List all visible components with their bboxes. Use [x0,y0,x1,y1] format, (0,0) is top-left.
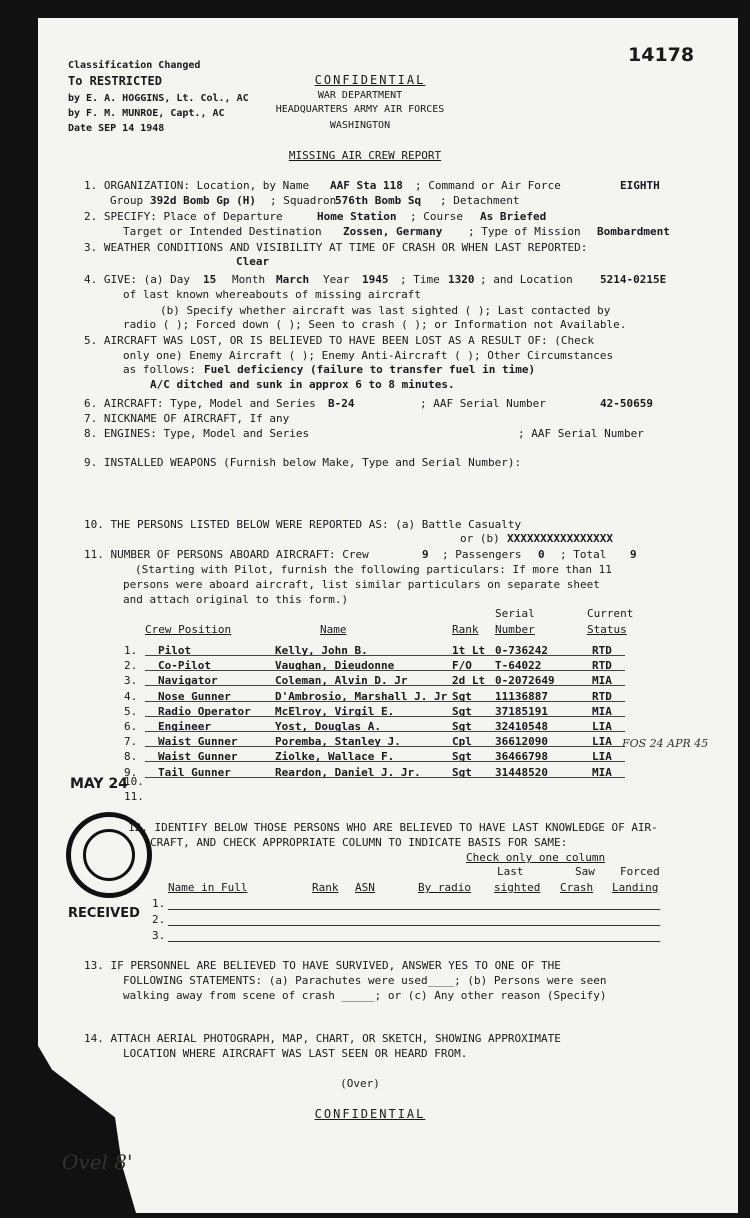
item1-squadron: 576th Bomb Sq [335,194,422,207]
crew-row-underline [145,701,625,702]
item11-line2: (Starting with Pilot, furnish the following particulars: If more than 11 [135,563,612,576]
crew-rank: 2d Lt [452,674,486,688]
item4-month-label: Month [232,273,266,286]
item4-time: 1320 [448,273,475,286]
crew-row-10-number: 10. [124,775,144,788]
item11-passengers: 0 [538,548,545,561]
crew-serial: 32410548 [495,720,548,733]
crew-name: Reardon, Daniel J. Jr. [275,765,421,779]
item4-year-label: Year [323,273,350,286]
crew-status: LIA [592,750,612,764]
item4-time-label: ; Time [400,273,440,286]
item1-detachment-label: ; Detachment [440,194,520,207]
headquarters-line: HEADQUARTERS ARMY AIR FORCES [275,104,445,115]
crew-row-underline [145,731,625,732]
item14-line1: 14. ATTACH AERIAL PHOTOGRAPH, MAP, CHART, OR SKETCH, SHOWING APPROXIMATE [84,1032,561,1045]
crew-row-number: 3. [124,674,138,688]
crew-serial: 36466798 [495,750,548,764]
item4-month: March [276,273,310,286]
item11-line3: persons were aboard aircraft, list similar particulars on separate sheet [123,578,600,591]
item3-label: 3. WEATHER CONDITIONS AND VISIBILITY AT TIME OF CRASH OR WHEN LAST REPORTED: [84,241,588,254]
crew-row-underline [145,716,625,717]
crew-rank: 1t Lt [452,644,486,657]
crew-rank: Sgt [452,689,472,703]
crew-status: MIA [592,674,612,688]
crew-rank: Sgt [452,720,472,733]
crew-row-number: 9. [124,765,138,779]
crew-serial: 36612090 [495,735,548,749]
item5-line1: 5. AIRCRAFT WAS LOST, OR IS BELIEVED TO HAVE BEEN LOST AS A RESULT OF: (Check [84,334,594,347]
item4-location-label: ; and Location [480,273,573,286]
item6-serial-label: ; AAF Serial Number [420,397,546,410]
item13-line2: FOLLOWING STATEMENTS: (a) Parachutes were used____; (b) Persons were seen [123,974,607,987]
crew-name: Kelly, John B. [275,644,368,657]
crew-name: Yost, Douglas A. [275,720,381,733]
item12-line1: 12. IDENTIFY BELOW THOSE PERSONS WHO ARE BELIEVED TO HAVE LAST KNOWLEDGE OF AIR- [128,821,658,834]
item4-line2: of last known whereabouts of missing aircraft [123,288,422,301]
item11-label: 11. NUMBER OF PERSONS ABOARD AIRCRAFT: Crew [84,548,369,561]
item6-label: 6. AIRCRAFT: Type, Model and Series [84,397,316,410]
crew-serial: 31448520 [495,765,548,779]
item12-line2: CRAFT, AND CHECK APPROPRIATE COLUMN TO INDICATE BASIS FOR SAME: [150,836,568,849]
crew-status: MIA [592,765,612,779]
crew-row-underline [145,761,625,762]
item7-label: 7. NICKNAME OF AIRCRAFT, If any [84,412,290,425]
item12-last-1: Last [497,865,524,878]
crew-status: LIA [592,735,612,749]
crew-row-underline [145,746,625,747]
crew-rank: Sgt [452,765,472,779]
item4-year: 1945 [362,273,389,286]
item11-total: 9 [630,548,637,561]
crew-row-number: 6. [124,720,138,733]
header-status-1: Current [587,607,634,620]
item12-asn-header: ASN [355,881,375,894]
header-status-2: Status [587,623,627,636]
item9-label: 9. INSTALLED WEAPONS (Furnish below Make, Type and Serial Number): [84,456,522,469]
item4-location: 5214-0215E [600,273,667,286]
crew-rank: Cpl [452,735,472,749]
item12-line-1 [168,909,660,910]
item12-row-1: 1. [152,897,166,910]
crew-name: Ziolke, Wallace F. [275,750,395,764]
crew-status: RTD [592,659,612,673]
item2-target: Zossen, Germany [343,225,443,238]
crew-serial: 0-2072649 [495,674,555,688]
crew-row-underline [145,655,625,656]
crew-position: Pilot [158,644,192,657]
item6-serial: 42-50659 [600,397,653,410]
item6-type: B-24 [328,397,355,410]
item2-course-label: ; Course [410,210,463,223]
confidential-header: CONFIDENTIAL [314,73,426,87]
item1-label: 1. ORGANIZATION: Location, by Name [84,179,310,192]
item12-radio-header: By radio [418,881,471,894]
item10-label: 10. THE PERSONS LISTED BELOW WERE REPORTED AS: (a) Battle Casualty [84,518,522,531]
city-line: WASHINGTON [329,120,391,131]
item8-label: 8. ENGINES: Type, Model and Series [84,427,310,440]
item10-or: or (b) [460,532,500,545]
item2-label: 2. SPECIFY: Place of Departure [84,210,283,223]
item11-crew: 9 [422,548,429,561]
crew-position: Engineer [158,720,211,733]
confidential-footer: CONFIDENTIAL [314,1107,426,1121]
crew-row-underline [145,777,625,778]
crew-serial: 0-736242 [495,644,548,657]
crew-position: Tail Gunner [158,765,231,779]
item11-line4: and attach original to this form.) [123,593,349,606]
item2-departure: Home Station [317,210,397,223]
item12-row-3: 3. [152,929,166,942]
classification-line-4: by F. M. MUNROE, Capt., AC [68,108,225,119]
item4-day: 15 [203,273,217,286]
header-serial-2: Number [495,623,535,636]
classification-line-3: by E. A. HOGGINS, Lt. Col., AC [68,93,249,104]
crew-position: Waist Gunner [158,735,238,749]
item13-line3: walking away from scene of crash _____; or (c) Any other reason (Specify) [123,989,607,1002]
item10-struck: XXXXXXXXXXXXXXXX [507,532,613,545]
crew-name: Poremba, Stanley J. [275,735,401,749]
crew-position: Co-Pilot [158,659,211,673]
item4-line4: radio ( ); Forced down ( ); Seen to crash ( ); or Information not Available. [123,318,627,331]
item2-mission-label: ; Type of Mission [468,225,581,238]
crew-rank: Sgt [452,704,472,718]
crew-row-underline [145,685,625,686]
war-department: WAR DEPARTMENT [317,90,403,101]
item12-crash-header: Crash [560,881,594,894]
crew-position: Waist Gunner [158,750,238,764]
crew-row-11-number: 11. [124,790,144,803]
crew-name: McElroy, Virgil E. [275,704,395,718]
item12-line-3 [168,941,660,942]
crew-row-number: 4. [124,689,138,703]
item5-cause-1: Fuel deficiency (failure to transfer fuel in time) [204,363,536,376]
item12-check-header: Check only one column [466,851,606,864]
fos-annotation: FOS 24 APR 45 [622,737,709,750]
item12-rank-header: Rank [312,881,339,894]
crew-row-number: 8. [124,750,138,764]
item8-serial-label: ; AAF Serial Number [518,427,644,440]
header-rank: Rank [452,623,479,636]
crew-position: Navigator [158,674,218,688]
crew-status: MIA [592,704,612,718]
item1-group-label: Group [110,194,144,207]
header-serial-1: Serial [495,607,535,620]
classification-line-5: Date SEP 14 1948 [68,123,165,134]
item1-command-label: ; Command or Air Force [415,179,561,192]
report-title: MISSING AIR CREW REPORT [288,149,442,162]
item14-line2: LOCATION WHERE AIRCRAFT WAS LAST SEEN OR HEARD FROM. [123,1047,468,1060]
crew-serial: 37185191 [495,704,548,718]
item5-cause-2: A/C ditched and sunk in approx 6 to 8 minutes. [150,378,455,391]
crew-row-number: 2. [124,659,138,673]
crew-name: D'Ambrosio, Marshall J. Jr [275,689,448,703]
handwritten-note: Ovel 8' [62,1150,133,1174]
crew-status: LIA [592,720,612,733]
header-name: Name [320,623,347,636]
item12-forced-1: Forced [620,865,660,878]
crew-row-underline [145,670,625,671]
item4-line3: (b) Specify whether aircraft was last sighted ( ); Last contacted by [160,304,611,317]
crew-name: Vaughan, Dieudonne [275,659,395,673]
classification-line-1: Classification Changed [68,60,201,71]
crew-row-number: 5. [124,704,138,718]
item13-line1: 13. IF PERSONNEL ARE BELIEVED TO HAVE SURVIVED, ANSWER YES TO ONE OF THE [84,959,561,972]
item2-target-label: Target or Intended Destination [123,225,322,238]
item12-name-header: Name in Full [168,881,248,894]
crew-position: Radio Operator [158,704,251,718]
crew-serial: 11136887 [495,689,548,703]
item5-line3: as follows: [123,363,196,376]
seal-center-emblem [83,829,135,881]
crew-rank: F/O [452,659,472,673]
header-crew-position: Crew Position [145,623,232,636]
document-number: 14178 [628,44,695,66]
crew-name: Coleman, Alvin D. Jr [275,674,408,688]
item1-command: EIGHTH [620,179,660,192]
item11-passengers-label: ; Passengers [442,548,522,561]
item12-sighted-header: sighted [494,881,541,894]
over-note: (Over) [340,1077,380,1090]
item12-row-2: 2. [152,913,166,926]
classification-line-2: To RESTRICTED [68,74,162,88]
crew-row-number: 1. [124,644,138,657]
crew-status: RTD [592,689,612,703]
may-date-stamp: MAY 24 [70,776,128,792]
item12-saw-1: Saw [575,865,595,878]
crew-serial: T-64022 [495,659,542,673]
item3-weather: Clear [236,255,270,268]
item12-line-2 [168,925,660,926]
crew-status: RTD [592,644,612,657]
item1-group: 392d Bomb Gp (H) [150,194,256,207]
crew-position: Nose Gunner [158,689,231,703]
crew-row-number: 7. [124,735,138,749]
item12-landing-header: Landing [612,881,659,894]
item2-mission: Bombardment [597,225,670,238]
received-stamp: RECEIVED [68,906,140,921]
item1-location: AAF Sta 118 [330,179,403,192]
item11-total-label: ; Total [560,548,607,561]
item4-label: 4. GIVE: (a) Day [84,273,190,286]
crew-rank: Sgt [452,750,472,764]
item5-line2: only one) Enemy Aircraft ( ); Enemy Anti-Aircraft ( ); Other Circumstances [123,349,614,362]
item2-course: As Briefed [480,210,547,223]
item1-squadron-label: ; Squadron [270,194,337,207]
